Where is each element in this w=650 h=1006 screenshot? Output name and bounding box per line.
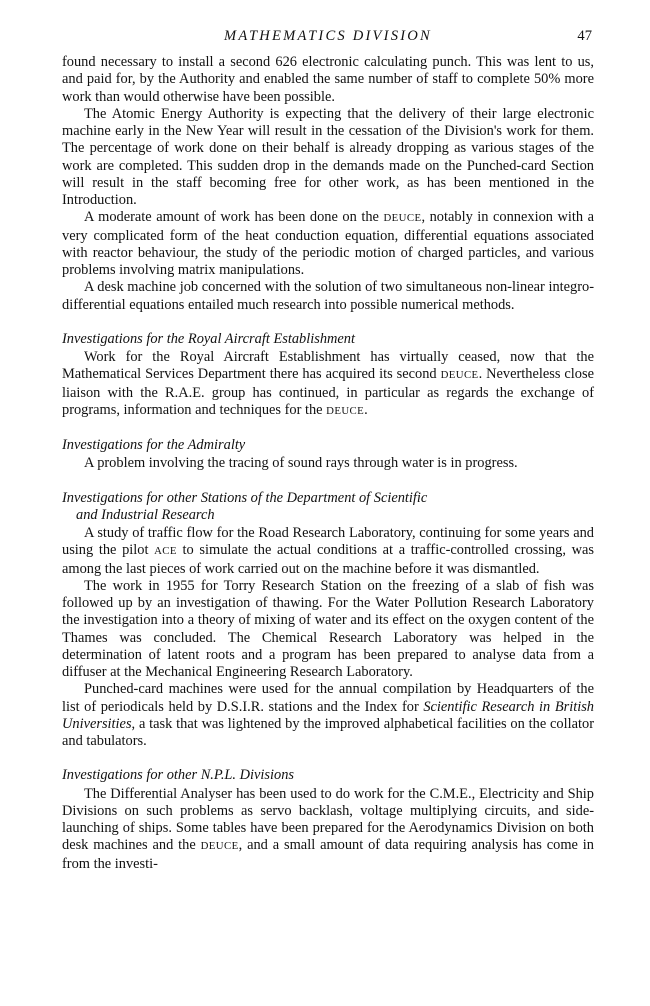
section-heading: Investigations for other N.P.L. Divisions bbox=[62, 767, 294, 784]
paragraph-text: The Differential Analyser has been used to do work for the C.M.E., Electricity and Ship Divisions on such problems as servo backlash, voltage multiplying circuits, and side-launching of ships. Some tables have been prepared for the Aerodynamics Division on both desk machines and the bbox=[62, 785, 594, 854]
paragraph bbox=[62, 681, 594, 750]
section-heading bbox=[62, 490, 594, 525]
paragraph bbox=[62, 54, 594, 106]
paragraph bbox=[62, 279, 594, 314]
paragraph-text: . Nevertheless close liaison with the R.A.E. group has continued, in particular as regards the exchange of programs, information and techniques for the bbox=[62, 366, 594, 418]
paragraph-text: to simulate the actual conditions at a traffic-controlled crossing, was among the last pieces of work carried out on the machine before it was dismantled. bbox=[62, 542, 594, 577]
page-number: 47 bbox=[577, 28, 592, 44]
paragraph-text: A moderate amount of work has been done on the bbox=[84, 209, 384, 226]
paragraph bbox=[62, 455, 594, 472]
paragraph bbox=[62, 786, 594, 873]
machine-name: DEUCE bbox=[200, 840, 239, 853]
machine-name: DEUCE bbox=[326, 404, 365, 417]
paragraph-text: found necessary to install a second 626 electronic calculating punch. This was lent to us, and paid for, by the Authority and enabled the same number of staff to complete 50% more work than would otherwise have been possible. bbox=[62, 54, 594, 105]
paragraph-text: Punched-card machines were used for the annual compilation by Headquarters of the list of periodicals held by D.S.I.R. stations and the Index for bbox=[62, 681, 594, 715]
section-heading: Investigations for the Royal Aircraft Establishment bbox=[62, 330, 355, 347]
document-page bbox=[62, 28, 594, 873]
paragraph-text: , a task that was lightened by the improved alphabetical facilities on the collator and tabulators. bbox=[62, 715, 594, 749]
paragraph bbox=[62, 349, 594, 420]
paragraph bbox=[62, 525, 594, 578]
section-heading: Investigations for the Admiralty bbox=[62, 437, 246, 453]
publication-title: Scientific Research in British Universities bbox=[62, 698, 594, 732]
machine-name: DEUCE bbox=[440, 369, 479, 382]
paragraph-text: The work in 1955 for Torry Research Station on the freezing of a slab of fish was followed up by an investigation of thawing. For the Water Pollution Research Laboratory the investigation into a theory of mixing of water and its effect on the oxygen content of the Thames was concluded. The Chemical Research Laboratory was helped in the determination of latent roots and a program has been prepared to analyse data from a diffuser at the Mechanical Engineering Research Laboratory. bbox=[62, 577, 594, 680]
paragraph bbox=[62, 209, 594, 279]
machine-name: DEUCE bbox=[383, 212, 422, 225]
paragraph bbox=[62, 578, 594, 682]
heading-line: and Industrial Research bbox=[76, 506, 215, 523]
running-title: MATHEMATICS DIVISION bbox=[224, 28, 432, 44]
machine-name: ACE bbox=[154, 545, 177, 558]
paragraph-text: . bbox=[364, 401, 368, 418]
paragraph-text: The Atomic Energy Authority is expecting that the delivery of their large electronic machine early in the New Year will result in the cessation of the Division's work for them. The percentage of work done on their behalf is already dropping as various stages of the work are completed. This sudden drop in the demands made on the Punched-card Section will result in the staff becoming free for other work, as has been mentioned in the Introduction. bbox=[62, 105, 594, 208]
paragraph bbox=[62, 106, 594, 210]
paragraph-text: A study of traffic flow for the Road Research Laboratory, continuing for some years and using the pilot bbox=[62, 525, 594, 559]
paragraph-text: , and a small amount of data requiring analysis has come in from the investi- bbox=[62, 837, 594, 872]
paragraph-text: , notably in connexion with a very complicated form of the heat conduction equation, differential equations associated with reactor behaviour, the study of the periodic motion of charged particles, and various problems involving matrix manipulations. bbox=[62, 209, 594, 278]
paragraph-text: A desk machine job concerned with the solution of two simultaneous non-linear integro-differential equations entailed much research into possible numerical methods. bbox=[62, 279, 594, 313]
heading-line: Investigations for other Stations of the Department of Scientific bbox=[62, 489, 428, 506]
paragraph-text: A problem involving the tracing of sound rays through water is in progress. bbox=[84, 455, 518, 472]
running-header bbox=[62, 28, 594, 50]
paragraph-text: Work for the Royal Aircraft Establishment has virtually ceased, now that the Mathematical Services Department there has acquired its second bbox=[62, 349, 594, 383]
